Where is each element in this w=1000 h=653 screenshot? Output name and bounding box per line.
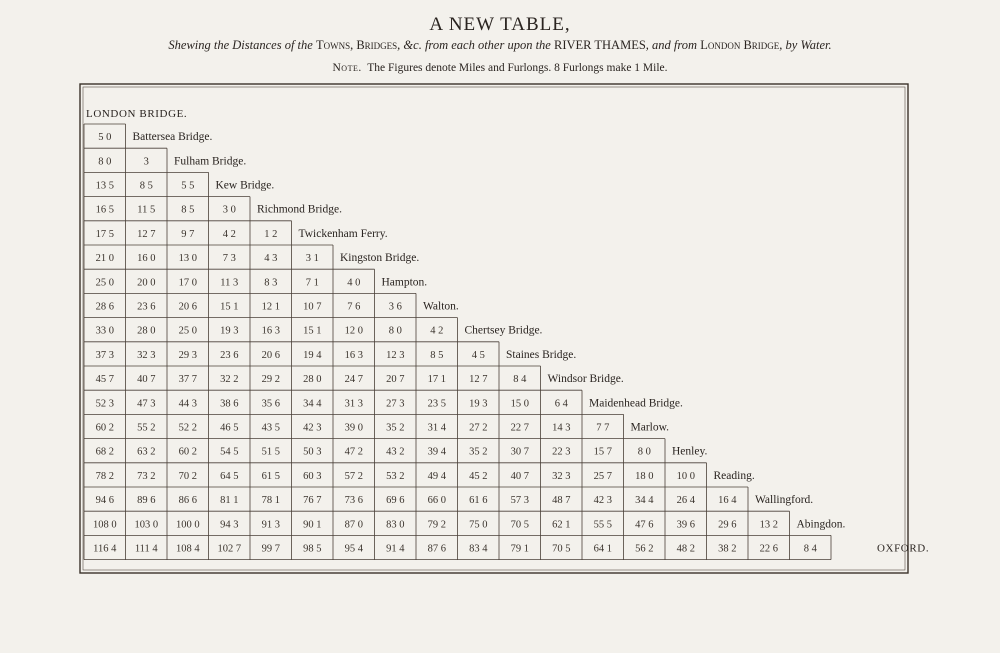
distance-cell: 79 2 [427,519,446,531]
distance-cell: 91 4 [386,543,405,555]
distance-cell: 5 5 [181,180,195,192]
distance-cell: 29 3 [178,349,197,361]
distance-cell: 66 0 [427,495,446,507]
distance-cell: 42 3 [593,495,612,507]
distance-cell: 19 4 [303,349,322,361]
subtitle-part-2: , &c. from each other upon the [397,38,551,52]
distance-cell: 44 3 [178,398,197,410]
distance-cell: 70 2 [178,470,197,482]
distance-cell: 79 1 [510,543,529,555]
distance-cell: 52 2 [178,422,197,434]
distance-cell: 22 3 [552,446,571,458]
distance-cell: 39 4 [427,446,446,458]
distance-cell: 61 6 [469,495,488,507]
distance-cell: 86 6 [178,495,197,507]
distance-cell: 60 3 [303,470,322,482]
distance-cell: 94 3 [220,519,239,531]
distance-cell: 7 6 [347,301,361,313]
distance-cell: 4 2 [222,228,236,240]
distance-cell: 10 0 [676,470,695,482]
distance-cell: 12 0 [344,325,363,337]
distance-cell: 28 0 [303,374,322,386]
distance-cell: 15 0 [510,398,529,410]
distance-cell: 83 0 [386,519,405,531]
distance-cell: 19 3 [469,398,488,410]
distance-cell: 7 3 [222,253,236,265]
place-label: Fulham Bridge. [174,155,247,168]
note-text: The Figures denote Miles and Furlongs. 8 Furlongs make 1 Mile. [367,62,668,74]
place-label-london-bridge: LONDON BRIDGE. [86,108,188,120]
subtitle-part-3: , and from [645,38,698,52]
distance-cell: 16 3 [344,349,363,361]
distance-cell: 57 3 [510,495,529,507]
place-label: Hampton. [381,276,428,289]
distance-cell: 3 0 [222,204,236,216]
distance-cell: 52 3 [95,398,114,410]
distance-cell: 8 0 [637,446,651,458]
distance-cell: 81 1 [220,495,239,507]
distance-cell: 32 3 [552,470,571,482]
distance-cell: 27 2 [469,422,488,434]
place-label: Twickenham Ferry. [298,227,388,240]
distance-cell: 31 3 [344,398,363,410]
distance-cell: 69 6 [386,495,405,507]
distance-cell: 9 7 [181,228,195,240]
distance-cell: 27 3 [386,398,405,410]
distance-cell: 26 4 [676,495,695,507]
place-label: Chertsey Bridge. [464,324,543,337]
distance-cell: 73 2 [137,470,156,482]
distance-cell: 37 7 [178,374,197,386]
distance-cell: 108 4 [175,543,200,555]
distance-cell: 23 6 [220,349,239,361]
distance-cell: 5 0 [98,132,112,144]
distance-cell: 7 7 [596,422,610,434]
distance-cell: 89 6 [137,495,156,507]
distance-cell: 6 4 [554,398,568,410]
distance-cell: 16 3 [261,325,280,337]
distance-cell: 45 7 [95,374,114,386]
distance-cell: 95 4 [344,543,363,555]
place-label: Abingdon. [796,518,846,531]
subtitle-towns: Towns, Bridges [315,38,398,52]
distance-cell: 20 6 [178,301,197,313]
distance-cell: 13 0 [178,253,197,265]
place-label: OXFORD. [877,542,930,555]
distance-cell: 56 2 [635,543,654,555]
distance-cell: 60 2 [178,446,197,458]
table-title: A NEW TABLE, [429,14,571,35]
distance-cell: 43 2 [386,446,405,458]
distance-cell: 28 0 [137,325,156,337]
distance-cell: 48 2 [676,543,695,555]
distance-cell: 47 2 [344,446,363,458]
place-label: Kingston Bridge. [340,252,420,265]
distance-cell: 35 2 [386,422,405,434]
distance-cell: 30 7 [510,446,529,458]
distance-cell: 15 7 [593,446,612,458]
distance-cell: 19 3 [220,325,239,337]
distance-cell: 60 2 [95,422,114,434]
distance-cell: 35 2 [469,446,488,458]
distance-cell: 78 2 [95,470,114,482]
distance-cell: 8 3 [264,277,278,289]
place-label: Windsor Bridge. [547,373,624,386]
distance-cell: 24 7 [344,374,363,386]
distance-cell: 12 7 [469,374,488,386]
distance-cell: 94 6 [95,495,114,507]
distance-cell: 4 2 [430,325,444,337]
distance-cell: 16 0 [137,253,156,265]
distance-cell: 33 0 [95,325,114,337]
distance-cell: 68 2 [95,446,114,458]
distance-cell: 45 2 [469,470,488,482]
distance-cell: 21 0 [95,253,114,265]
distance-cell: 39 6 [676,519,695,531]
place-label: Richmond Bridge. [257,203,342,216]
distance-cell: 38 6 [220,398,239,410]
place-label: Battersea Bridge. [132,131,213,144]
distance-cell: 25 0 [95,277,114,289]
place-label: Wallingford. [755,494,814,507]
distance-cell: 91 3 [261,519,280,531]
distance-cell: 4 3 [264,253,278,265]
place-label: Staines Bridge. [506,348,577,361]
distance-cell: 23 5 [427,398,446,410]
distance-cell: 3 6 [388,301,402,313]
distance-cell: 8 4 [803,543,817,555]
distance-cell: 50 3 [303,446,322,458]
distance-cell: 3 [143,156,149,168]
subtitle-part-4: , by Water. [779,38,832,52]
distance-cell: 83 4 [469,543,488,555]
distance-cell: 64 5 [220,470,239,482]
place-label: Henley. [672,445,708,458]
distance-cell: 108 0 [92,519,117,531]
place-label: Marlow. [630,421,670,434]
distance-cell: 73 6 [344,495,363,507]
distance-cell: 3 1 [305,253,319,265]
distance-cell: 1 2 [264,228,278,240]
distance-cell: 47 3 [137,398,156,410]
distance-cell: 55 2 [137,422,156,434]
distance-cell: 20 7 [386,374,405,386]
distance-cell: 43 5 [261,422,280,434]
distance-cell: 100 0 [175,519,200,531]
distance-cell: 23 6 [137,301,156,313]
distance-cell: 55 5 [593,519,612,531]
subtitle-part-1: Shewing the Distances of the [168,38,313,52]
distance-cell: 90 1 [303,519,322,531]
distance-cell: 62 1 [552,519,571,531]
distance-cell: 8 5 [139,180,153,192]
distance-cell: 103 0 [134,519,159,531]
distance-cell: 32 2 [220,374,239,386]
distance-cell: 75 0 [469,519,488,531]
distance-cell: 15 1 [303,325,322,337]
distance-cell: 8 0 [388,325,402,337]
distance-cell: 18 0 [635,470,654,482]
distance-cell: 4 0 [347,277,361,289]
distance-cell: 8 5 [181,204,195,216]
distance-cell: 40 7 [137,374,156,386]
distance-cell: 28 6 [95,301,114,313]
distance-cell: 13 5 [95,180,114,192]
distance-cell: 11 3 [220,277,239,289]
distance-cell: 11 5 [137,204,156,216]
distance-cell: 76 7 [303,495,322,507]
distance-cell: 17 1 [427,374,446,386]
distance-cell: 61 5 [261,470,280,482]
distance-cell: 87 6 [427,543,446,555]
distance-cell: 34 4 [303,398,322,410]
distance-cell: 12 7 [137,228,156,240]
distance-cell: 31 4 [427,422,446,434]
place-label: Walton. [423,300,459,313]
distance-cell: 47 6 [635,519,654,531]
place-label: Kew Bridge. [215,179,275,192]
distance-cell: 12 1 [261,301,280,313]
distance-cell: 22 6 [759,543,778,555]
distance-cell: 63 2 [137,446,156,458]
distance-cell: 53 2 [386,470,405,482]
distance-cell: 22 7 [510,422,529,434]
distance-cell: 10 7 [303,301,322,313]
distance-cell: 40 7 [510,470,529,482]
distance-cell: 87 0 [344,519,363,531]
distance-cell: 16 5 [95,204,114,216]
distance-cell: 20 6 [261,349,280,361]
distance-cell: 12 3 [386,349,405,361]
distance-cell: 38 2 [718,543,737,555]
place-label: Reading. [713,469,755,482]
distance-cell: 39 0 [344,422,363,434]
distance-cell: 78 1 [261,495,280,507]
distance-cell: 99 7 [261,543,280,555]
distance-cell: 29 6 [718,519,737,531]
distance-cell: 42 3 [303,422,322,434]
distance-cell: 48 7 [552,495,571,507]
note-label: Note. [332,62,362,74]
distance-cell: 17 5 [95,228,114,240]
distance-cell: 54 5 [220,446,239,458]
distance-cell: 34 4 [635,495,654,507]
distance-cell: 98 5 [303,543,322,555]
distance-cell: 13 2 [759,519,778,531]
distance-cell: 46 5 [220,422,239,434]
distance-cell: 32 3 [137,349,156,361]
distance-cell: 16 4 [718,495,737,507]
distance-cell: 17 0 [178,277,197,289]
distance-cell: 15 1 [220,301,239,313]
place-label: Maidenhead Bridge. [589,397,683,410]
distance-cell: 49 4 [427,470,446,482]
distance-cell: 14 3 [552,422,571,434]
distance-cell: 102 7 [217,543,242,555]
distance-cell: 7 1 [305,277,319,289]
subtitle-river: RIVER THAMES [553,38,646,52]
distance-cell: 25 0 [178,325,197,337]
distance-cell: 20 0 [137,277,156,289]
distance-cell: 70 5 [552,543,571,555]
subtitle-london: London Bridge [700,38,780,52]
distance-cell: 111 4 [134,543,158,555]
distance-cell: 8 0 [98,156,112,168]
distance-cell: 29 2 [261,374,280,386]
distance-cell: 8 4 [513,374,527,386]
distance-cell: 70 5 [510,519,529,531]
distance-cell: 64 1 [593,543,612,555]
distance-cell: 4 5 [471,349,485,361]
distance-cell: 35 6 [261,398,280,410]
distance-cell: 25 7 [593,470,612,482]
distance-cell: 116 4 [93,543,117,555]
distance-cell: 37 3 [95,349,114,361]
distance-cell: 51 5 [261,446,280,458]
distance-cell: 8 5 [430,349,444,361]
distance-cell: 57 2 [344,470,363,482]
